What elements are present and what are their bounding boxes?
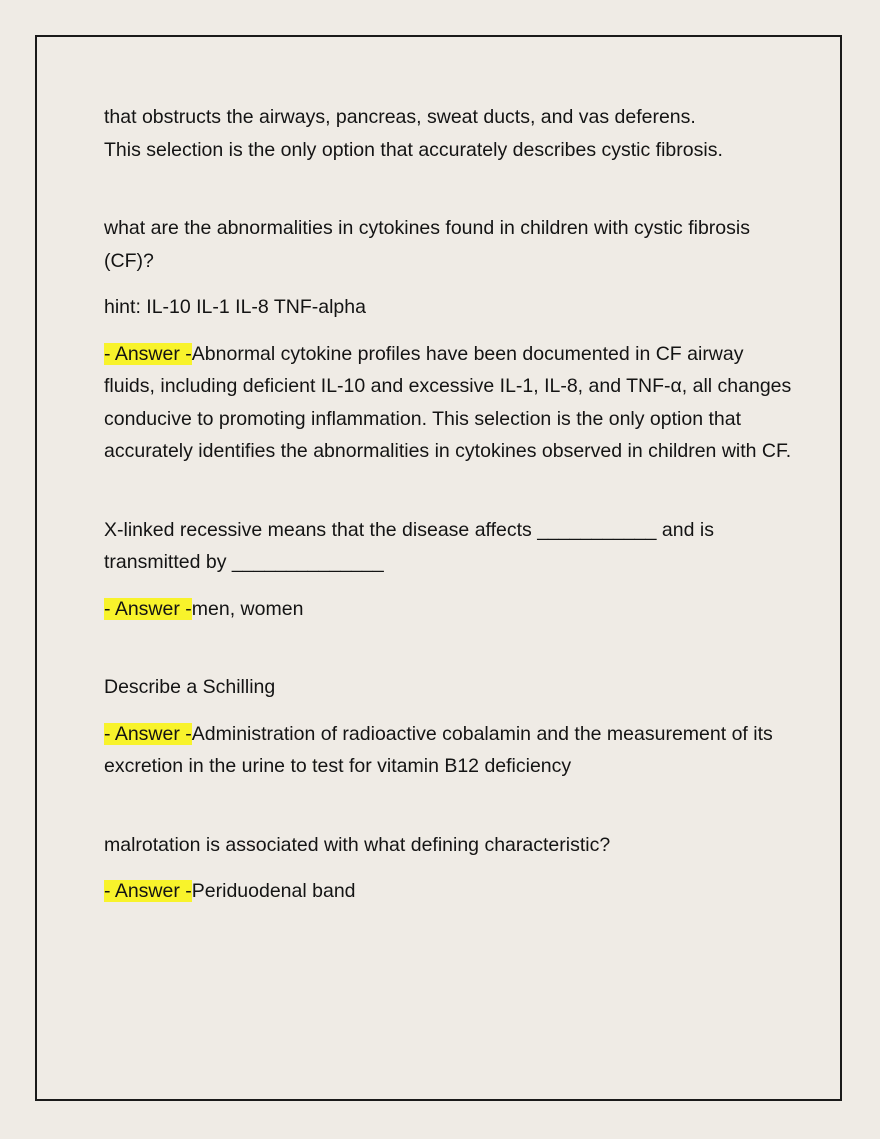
continuation-text <box>104 101 794 166</box>
answer-body: Periduodenal band <box>191 880 356 902</box>
qa-item <box>104 671 794 783</box>
answer-label-highlight: - Answer - <box>104 722 192 745</box>
answer-text <box>104 875 794 908</box>
question-text: what are the abnormalities in cytokines found in children with cystic fibrosis (CF)? <box>104 217 750 272</box>
answer-label-highlight: - Answer - <box>104 342 192 365</box>
qa-item <box>104 212 794 468</box>
document-body <box>104 101 794 908</box>
question-text: Describe a Schilling <box>104 676 276 698</box>
answer-body: Abnormal cytokine profiles have been documented in CF airway fluids, including deficient IL-10 and excessive IL-1, IL-8, and TNF-α, all changes conducive to promoting inflammation. This selection is the only option that accurately identifies the abnormalities in cytokines observed in children with CF. <box>104 342 792 462</box>
answer-text <box>104 718 794 783</box>
question-text: malrotation is associated with what defining characteristic? <box>104 833 611 856</box>
question-text: X-linked recessive means that the disease affects ___________ and is transmitted by ______________ <box>104 518 714 573</box>
answer-body: men, women <box>191 597 304 620</box>
hint-text: hint: IL-10 IL-1 IL-8 TNF-alpha <box>104 296 366 318</box>
answer-text <box>104 338 794 468</box>
continuation-line-1: that obstructs the airways, pancreas, sweat ducts, and vas deferens. <box>104 106 696 128</box>
answer-body: Administration of radioactive cobalamin and the measurement of its excretion in the urine to test for vitamin B12 deficiency <box>104 722 773 777</box>
continuation-line-2: This selection is the only option that accurately describes cystic fibrosis. <box>104 138 723 161</box>
qa-item <box>104 514 794 626</box>
qa-item <box>104 829 794 908</box>
answer-label-highlight: - Answer - <box>104 880 192 902</box>
answer-label-highlight: - Answer - <box>104 597 192 620</box>
answer-text <box>104 593 794 626</box>
